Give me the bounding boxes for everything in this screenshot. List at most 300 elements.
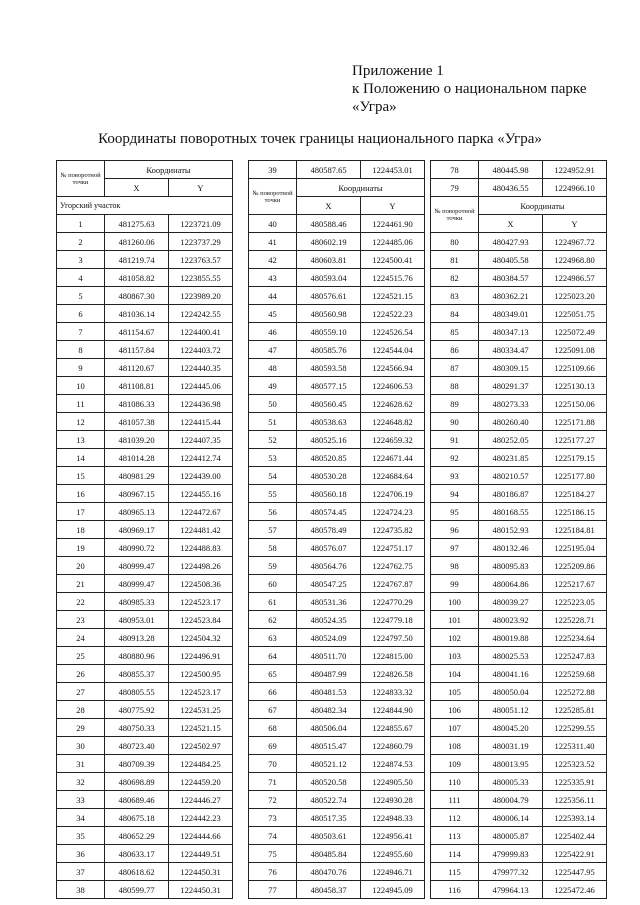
- table-row: [431, 827, 607, 845]
- point-number-cell: 104: [431, 665, 479, 683]
- point-number-cell: 95: [431, 503, 479, 521]
- point-number-cell: 42: [249, 251, 297, 269]
- table-row: [57, 359, 233, 377]
- x-coordinate-cell: 480515.47: [297, 737, 361, 755]
- point-number-cell: 25: [57, 647, 105, 665]
- x-coordinate-cell: 479999.83: [479, 845, 543, 863]
- x-coordinate-cell: 480506.04: [297, 719, 361, 737]
- table-row: [249, 215, 425, 233]
- table-row: [57, 413, 233, 431]
- point-number-cell: 23: [57, 611, 105, 629]
- point-number-cell: 67: [249, 701, 297, 719]
- point-number-cell: 107: [431, 719, 479, 737]
- point-number-cell: 69: [249, 737, 297, 755]
- x-coordinate-cell: 480524.09: [297, 629, 361, 647]
- y-coordinate-cell: 1224502.97: [169, 737, 233, 755]
- x-coordinate-cell: 480521.12: [297, 755, 361, 773]
- y-coordinate-cell: 1225130.13: [543, 377, 607, 395]
- x-coordinate-cell: 481039.20: [105, 431, 169, 449]
- x-coordinate-cell: 480967.15: [105, 485, 169, 503]
- point-number-cell: 84: [431, 305, 479, 323]
- point-number-cell: 38: [57, 881, 105, 899]
- y-coordinate-cell: 1224440.35: [169, 359, 233, 377]
- point-number-cell: 22: [57, 593, 105, 611]
- table-row: [249, 287, 425, 305]
- table-row: [249, 809, 425, 827]
- y-coordinate-cell: 1224767.87: [361, 575, 425, 593]
- table-row: [57, 845, 233, 863]
- x-coordinate-cell: 480039.27: [479, 593, 543, 611]
- x-coordinate-cell: 480599.77: [105, 881, 169, 899]
- point-number-cell: 53: [249, 449, 297, 467]
- y-coordinate-cell: 1224242.55: [169, 305, 233, 323]
- y-coordinate-cell: 1225323.52: [543, 755, 607, 773]
- point-number-cell: 94: [431, 485, 479, 503]
- point-number-cell: 43: [249, 269, 297, 287]
- x-coordinate-cell: 481058.82: [105, 269, 169, 287]
- x-coordinate-cell: 480005.87: [479, 827, 543, 845]
- table-row: [249, 233, 425, 251]
- x-coordinate-cell: 480675.18: [105, 809, 169, 827]
- section-label: Угорский участок: [57, 197, 233, 215]
- appendix-line-3: «Угра»: [352, 99, 397, 115]
- table-row: [431, 503, 607, 521]
- y-coordinate-cell: 1224436.98: [169, 395, 233, 413]
- x-coordinate-cell: 480593.58: [297, 359, 361, 377]
- y-coordinate-cell: 1224481.42: [169, 521, 233, 539]
- y-coordinate-cell: 1225472.46: [543, 881, 607, 899]
- y-coordinate-cell: 1224500.41: [361, 251, 425, 269]
- y-coordinate-cell: 1224770.29: [361, 593, 425, 611]
- point-number-cell: 72: [249, 791, 297, 809]
- point-number-cell: 64: [249, 647, 297, 665]
- x-header: X: [105, 179, 169, 197]
- x-coordinate-cell: 480252.05: [479, 431, 543, 449]
- x-coordinate-cell: 480633.17: [105, 845, 169, 863]
- y-coordinate-cell: 1224439.00: [169, 467, 233, 485]
- x-coordinate-cell: 480186.87: [479, 485, 543, 503]
- x-coordinate-cell: 481154.67: [105, 323, 169, 341]
- x-coordinate-cell: 480025.53: [479, 647, 543, 665]
- point-number-cell: 49: [249, 377, 297, 395]
- point-number-cell: 61: [249, 593, 297, 611]
- table-row: [431, 809, 607, 827]
- table-row: [431, 755, 607, 773]
- table-row: [431, 233, 607, 251]
- table-row: [249, 863, 425, 881]
- point-number-cell: 48: [249, 359, 297, 377]
- point-number-cell: 79: [431, 179, 479, 197]
- y-coordinate-cell: 1224504.32: [169, 629, 233, 647]
- appendix-line-2: к Положению о национальном парке: [352, 81, 587, 97]
- x-coordinate-cell: 480517.35: [297, 809, 361, 827]
- table-row: [57, 593, 233, 611]
- table-row: [249, 557, 425, 575]
- y-coordinate-cell: 1225234.64: [543, 629, 607, 647]
- x-coordinate-cell: 480855.37: [105, 665, 169, 683]
- x-coordinate-cell: 481108.81: [105, 377, 169, 395]
- x-coordinate-cell: 480969.17: [105, 521, 169, 539]
- x-coordinate-cell: 480334.47: [479, 341, 543, 359]
- y-coordinate-cell: 1225422.91: [543, 845, 607, 863]
- x-coordinate-cell: 480965.13: [105, 503, 169, 521]
- table-row: [57, 539, 233, 557]
- table-row: [57, 683, 233, 701]
- table-row: [249, 683, 425, 701]
- table-row: [249, 431, 425, 449]
- x-coordinate-cell: 480405.58: [479, 251, 543, 269]
- y-coordinate-cell: 1224874.53: [361, 755, 425, 773]
- coordinates-table-3: [430, 160, 607, 899]
- table-row: [249, 773, 425, 791]
- point-number-cell: 111: [431, 791, 479, 809]
- x-coordinate-cell: 480470.76: [297, 863, 361, 881]
- table-row: [57, 773, 233, 791]
- table-row: [57, 287, 233, 305]
- x-coordinate-cell: 480880.96: [105, 647, 169, 665]
- y-coordinate-cell: 1225335.91: [543, 773, 607, 791]
- y-coordinate-cell: 1223737.29: [169, 233, 233, 251]
- x-coordinate-cell: 481219.74: [105, 251, 169, 269]
- x-coordinate-cell: 480132.46: [479, 539, 543, 557]
- table-row: [57, 503, 233, 521]
- y-coordinate-cell: 1225051.75: [543, 305, 607, 323]
- table-row: [57, 305, 233, 323]
- point-number-cell: 101: [431, 611, 479, 629]
- point-number-cell: 87: [431, 359, 479, 377]
- y-coordinate-cell: 1225072.49: [543, 323, 607, 341]
- y-header: Y: [169, 179, 233, 197]
- table-row: [431, 575, 607, 593]
- x-coordinate-cell: 480023.92: [479, 611, 543, 629]
- table-row: [431, 773, 607, 791]
- point-number-cell: 40: [249, 215, 297, 233]
- table-row: [249, 791, 425, 809]
- table-row: [249, 647, 425, 665]
- point-number-cell: 85: [431, 323, 479, 341]
- table-row: [57, 737, 233, 755]
- y-coordinate-cell: 1225195.04: [543, 539, 607, 557]
- x-coordinate-cell: 480006.14: [479, 809, 543, 827]
- table-row: [431, 791, 607, 809]
- x-coordinate-cell: 480805.55: [105, 683, 169, 701]
- y-coordinate-cell: 1225393.14: [543, 809, 607, 827]
- y-coordinate-cell: 1224952.91: [543, 161, 607, 179]
- table-row: [57, 701, 233, 719]
- x-coordinate-cell: 480913.28: [105, 629, 169, 647]
- point-number-cell: 109: [431, 755, 479, 773]
- table-row: [431, 449, 607, 467]
- table-row: [249, 755, 425, 773]
- x-coordinate-cell: 480990.72: [105, 539, 169, 557]
- point-number-cell: 29: [57, 719, 105, 737]
- x-coordinate-cell: 480602.19: [297, 233, 361, 251]
- point-number-cell: 105: [431, 683, 479, 701]
- y-coordinate-cell: 1224500.95: [169, 665, 233, 683]
- point-number-cell: 41: [249, 233, 297, 251]
- x-coordinate-cell: 480538.63: [297, 413, 361, 431]
- table-row: [431, 557, 607, 575]
- coordinates-header: Координаты: [105, 161, 233, 179]
- point-number-cell: 103: [431, 647, 479, 665]
- x-coordinate-cell: 480362.21: [479, 287, 543, 305]
- x-coordinate-cell: 480530.28: [297, 467, 361, 485]
- point-number-cell: 39: [249, 161, 297, 179]
- table-row: [57, 233, 233, 251]
- y-coordinate-cell: 1225356.11: [543, 791, 607, 809]
- table-row: [431, 863, 607, 881]
- y-coordinate-cell: 1224946.71: [361, 863, 425, 881]
- y-coordinate-cell: 1224797.50: [361, 629, 425, 647]
- y-coordinate-cell: 1224488.83: [169, 539, 233, 557]
- point-number-cell: 33: [57, 791, 105, 809]
- table-row: [431, 341, 607, 359]
- x-coordinate-cell: 480503.61: [297, 827, 361, 845]
- x-coordinate-cell: 480481.53: [297, 683, 361, 701]
- x-coordinate-cell: 480578.49: [297, 521, 361, 539]
- y-coordinate-cell: 1224659.32: [361, 431, 425, 449]
- point-number-cell: 89: [431, 395, 479, 413]
- y-coordinate-cell: 1223721.09: [169, 215, 233, 233]
- y-coordinate-cell: 1224455.16: [169, 485, 233, 503]
- point-number-cell: 74: [249, 827, 297, 845]
- point-number-cell: 20: [57, 557, 105, 575]
- x-coordinate-cell: 480511.70: [297, 647, 361, 665]
- y-coordinate-cell: 1225177.80: [543, 467, 607, 485]
- point-number-cell: 5: [57, 287, 105, 305]
- point-number-cell: 35: [57, 827, 105, 845]
- table-row: [431, 719, 607, 737]
- point-number-cell: 2: [57, 233, 105, 251]
- table-row: [57, 215, 233, 233]
- x-coordinate-cell: 480587.65: [297, 161, 361, 179]
- x-coordinate-cell: 480723.40: [105, 737, 169, 755]
- table-row: [431, 881, 607, 899]
- y-coordinate-cell: 1224606.53: [361, 377, 425, 395]
- y-coordinate-cell: 1225228.71: [543, 611, 607, 629]
- table-row: [57, 755, 233, 773]
- y-coordinate-cell: 1224735.82: [361, 521, 425, 539]
- x-coordinate-cell: 480004.79: [479, 791, 543, 809]
- y-coordinate-cell: 1224444.66: [169, 827, 233, 845]
- x-coordinate-cell: 480095.83: [479, 557, 543, 575]
- x-coordinate-cell: 480593.04: [297, 269, 361, 287]
- y-coordinate-cell: 1224628.62: [361, 395, 425, 413]
- point-number-cell: 110: [431, 773, 479, 791]
- point-number-header: № поворотной точки: [249, 179, 297, 215]
- y-coordinate-cell: 1224544.04: [361, 341, 425, 359]
- table-row: [249, 611, 425, 629]
- table-row: [57, 557, 233, 575]
- point-number-cell: 14: [57, 449, 105, 467]
- y-coordinate-cell: 1224566.94: [361, 359, 425, 377]
- x-coordinate-cell: 479977.32: [479, 863, 543, 881]
- y-coordinate-cell: 1224400.41: [169, 323, 233, 341]
- y-coordinate-cell: 1224826.58: [361, 665, 425, 683]
- table-row: [249, 251, 425, 269]
- point-number-cell: 27: [57, 683, 105, 701]
- x-coordinate-cell: 480487.99: [297, 665, 361, 683]
- table-row: [57, 611, 233, 629]
- y-coordinate-cell: 1225150.06: [543, 395, 607, 413]
- x-coordinate-cell: 480698.89: [105, 773, 169, 791]
- y-coordinate-cell: 1225272.88: [543, 683, 607, 701]
- table-row: [57, 521, 233, 539]
- point-number-cell: 57: [249, 521, 297, 539]
- point-number-cell: 70: [249, 755, 297, 773]
- point-number-cell: 102: [431, 629, 479, 647]
- y-coordinate-cell: 1224833.32: [361, 683, 425, 701]
- point-number-cell: 11: [57, 395, 105, 413]
- table-row: [249, 539, 425, 557]
- y-header: Y: [543, 215, 607, 233]
- table-row: [249, 269, 425, 287]
- table-row: [249, 395, 425, 413]
- point-number-cell: 55: [249, 485, 297, 503]
- table-row: [57, 467, 233, 485]
- y-coordinate-cell: 1224523.84: [169, 611, 233, 629]
- x-coordinate-cell: 480709.39: [105, 755, 169, 773]
- y-coordinate-cell: 1225223.05: [543, 593, 607, 611]
- x-coordinate-cell: 480953.01: [105, 611, 169, 629]
- point-number-cell: 80: [431, 233, 479, 251]
- point-number-cell: 37: [57, 863, 105, 881]
- table-row: [249, 161, 425, 179]
- y-coordinate-cell: 1223989.20: [169, 287, 233, 305]
- x-coordinate-cell: 480985.33: [105, 593, 169, 611]
- point-number-cell: 54: [249, 467, 297, 485]
- table-row: [431, 665, 607, 683]
- x-coordinate-cell: 480291.37: [479, 377, 543, 395]
- point-number-cell: 30: [57, 737, 105, 755]
- point-number-cell: 93: [431, 467, 479, 485]
- y-coordinate-cell: 1225247.83: [543, 647, 607, 665]
- point-number-cell: 44: [249, 287, 297, 305]
- table-row: [249, 629, 425, 647]
- y-coordinate-cell: 1224986.57: [543, 269, 607, 287]
- x-coordinate-cell: 480273.33: [479, 395, 543, 413]
- point-number-cell: 13: [57, 431, 105, 449]
- y-coordinate-cell: 1224446.27: [169, 791, 233, 809]
- y-coordinate-cell: 1224945.09: [361, 881, 425, 899]
- table-row: [431, 431, 607, 449]
- table-row: [431, 359, 607, 377]
- point-number-cell: 68: [249, 719, 297, 737]
- table-row: [249, 449, 425, 467]
- x-coordinate-cell: 480309.15: [479, 359, 543, 377]
- table-row: [249, 665, 425, 683]
- y-coordinate-cell: 1224671.44: [361, 449, 425, 467]
- y-coordinate-cell: 1225299.55: [543, 719, 607, 737]
- point-number-cell: 52: [249, 431, 297, 449]
- point-number-cell: 92: [431, 449, 479, 467]
- x-coordinate-cell: 480867.30: [105, 287, 169, 305]
- x-coordinate-cell: 480576.61: [297, 287, 361, 305]
- table-row: [431, 845, 607, 863]
- table-row: [431, 161, 607, 179]
- table-row: [57, 449, 233, 467]
- y-coordinate-cell: 1223763.57: [169, 251, 233, 269]
- y-coordinate-cell: 1224508.36: [169, 575, 233, 593]
- table-row: [431, 287, 607, 305]
- table-row: [431, 737, 607, 755]
- y-coordinate-cell: 1225447.95: [543, 863, 607, 881]
- table-row: [57, 809, 233, 827]
- point-number-cell: 1: [57, 215, 105, 233]
- coordinates-header: Координаты: [297, 179, 425, 197]
- y-coordinate-cell: 1224724.23: [361, 503, 425, 521]
- y-coordinate-cell: 1224966.10: [543, 179, 607, 197]
- table-row: [57, 485, 233, 503]
- y-coordinate-cell: 1225184.81: [543, 521, 607, 539]
- point-number-cell: 56: [249, 503, 297, 521]
- table-row: [431, 251, 607, 269]
- y-coordinate-cell: 1224762.75: [361, 557, 425, 575]
- x-coordinate-cell: 480618.62: [105, 863, 169, 881]
- x-coordinate-cell: 480045.20: [479, 719, 543, 737]
- x-coordinate-cell: 480152.93: [479, 521, 543, 539]
- table-row: [431, 521, 607, 539]
- y-coordinate-cell: 1224461.90: [361, 215, 425, 233]
- point-number-cell: 10: [57, 377, 105, 395]
- x-header: X: [479, 215, 543, 233]
- y-coordinate-cell: 1224472.67: [169, 503, 233, 521]
- point-number-cell: 58: [249, 539, 297, 557]
- x-coordinate-cell: 480050.04: [479, 683, 543, 701]
- x-coordinate-cell: 480981.29: [105, 467, 169, 485]
- y-header: Y: [361, 197, 425, 215]
- appendix-line-1: Приложение 1: [352, 63, 444, 79]
- point-number-cell: 62: [249, 611, 297, 629]
- table-row: [57, 665, 233, 683]
- y-coordinate-cell: 1224445.06: [169, 377, 233, 395]
- point-number-cell: 24: [57, 629, 105, 647]
- table-row: [57, 377, 233, 395]
- table-row: [57, 269, 233, 287]
- table-row: [249, 737, 425, 755]
- point-number-cell: 21: [57, 575, 105, 593]
- point-number-cell: 78: [431, 161, 479, 179]
- x-coordinate-cell: 480436.55: [479, 179, 543, 197]
- x-coordinate-cell: 480347.13: [479, 323, 543, 341]
- x-coordinate-cell: 480588.46: [297, 215, 361, 233]
- point-number-cell: 77: [249, 881, 297, 899]
- point-number-cell: 34: [57, 809, 105, 827]
- point-number-cell: 113: [431, 827, 479, 845]
- x-coordinate-cell: 480260.40: [479, 413, 543, 431]
- x-coordinate-cell: 480560.45: [297, 395, 361, 413]
- x-coordinate-cell: 480064.86: [479, 575, 543, 593]
- table-row: [249, 377, 425, 395]
- y-coordinate-cell: 1224407.35: [169, 431, 233, 449]
- x-coordinate-cell: 480520.58: [297, 773, 361, 791]
- table-row: [249, 575, 425, 593]
- x-coordinate-cell: 480531.36: [297, 593, 361, 611]
- x-coordinate-cell: 480458.37: [297, 881, 361, 899]
- point-number-cell: 15: [57, 467, 105, 485]
- table-row: [431, 179, 607, 197]
- y-coordinate-cell: 1225259.68: [543, 665, 607, 683]
- x-coordinate-cell: 480482.34: [297, 701, 361, 719]
- x-coordinate-cell: 480041.16: [479, 665, 543, 683]
- y-coordinate-cell: 1225109.66: [543, 359, 607, 377]
- point-number-cell: 12: [57, 413, 105, 431]
- y-coordinate-cell: 1224496.91: [169, 647, 233, 665]
- x-coordinate-cell: 481275.63: [105, 215, 169, 233]
- x-coordinate-cell: 480689.46: [105, 791, 169, 809]
- y-coordinate-cell: 1224515.76: [361, 269, 425, 287]
- table-row: [57, 827, 233, 845]
